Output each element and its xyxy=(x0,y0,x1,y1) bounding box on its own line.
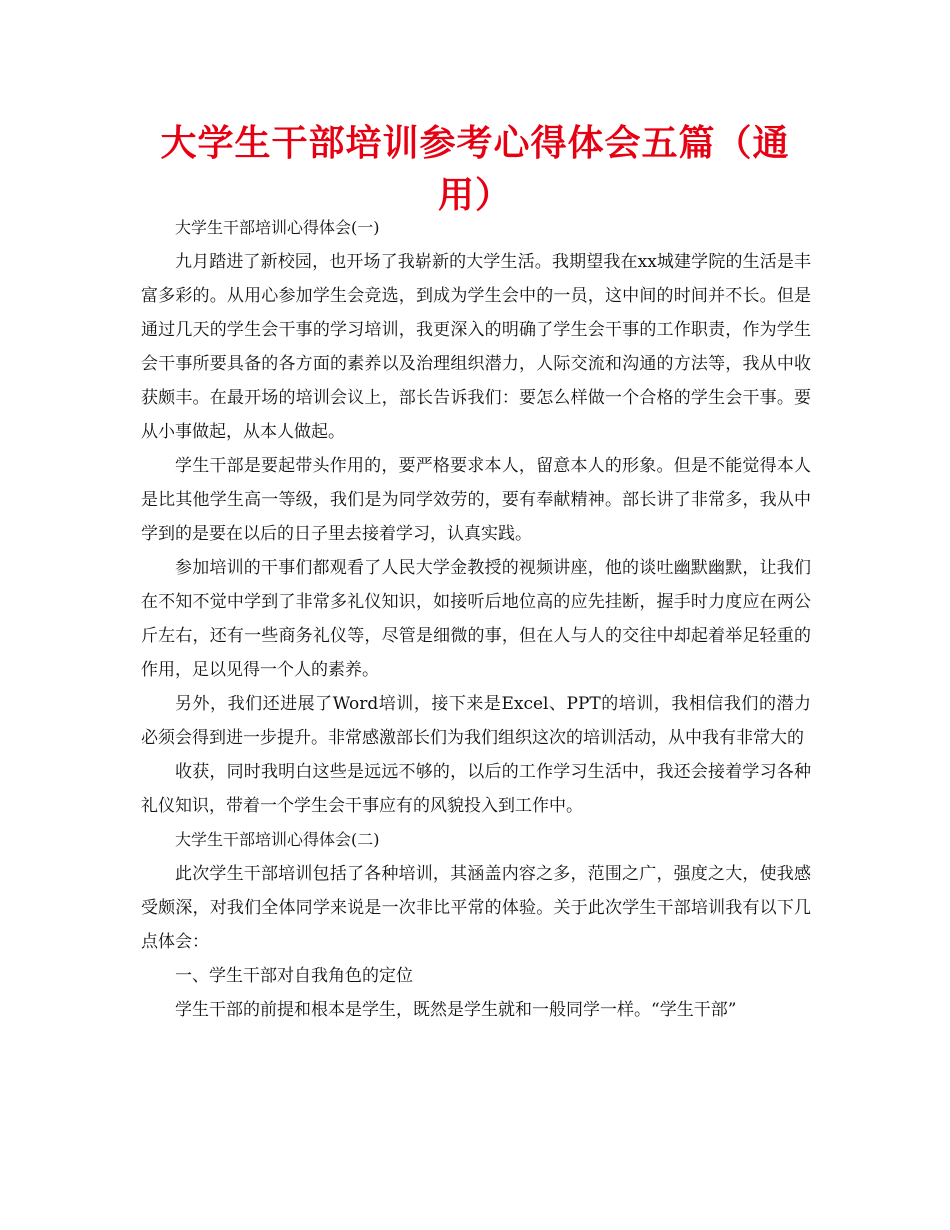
paragraph: 参加培训的干事们都观看了人民大学金教授的视频讲座，他的谈吐幽默幽默，让我们在不知不觉中学到了非常多礼仪知识，如接听后地位高的应先挂断，握手时力度应在两公斤左右，还有一些商务礼仪等，尽管是细微的事，但在人与人的交往中却起着举足轻重的作用，足以见得一个人的素养。 xyxy=(141,558,811,680)
paragraph: 另外，我们还进展了Word培训，接下来是Excel、PPT的培训，我相信我们的潜力必须会得到进一步提升。非常感激部长们为我们组织这次的培训活动，从中我有非常大的 xyxy=(141,694,811,748)
section-heading-2: 大学生干部培训心得体会(二) xyxy=(175,830,380,849)
paragraph: 学生干部是要起带头作用的，要严格要求本人，留意本人的形象。但是不能觉得本人是比其他学生高一等级，我们是为同学效劳的，要有奉献精神。部长讲了非常多，我从中学到的是要在以后的日子里去接着学习，认真实践。 xyxy=(141,456,811,544)
subheading: 一、学生干部对自我角色的定位 xyxy=(175,966,413,986)
document-body xyxy=(141,211,811,1027)
section-heading-1: 大学生干部培训心得体会(一) xyxy=(175,218,380,237)
paragraph: 收获，同时我明白这些是远远不够的，以后的工作学习生活中，我还会接着学习各种礼仪知识，带着一个学生会干事应有的风貌投入到工作中。 xyxy=(141,762,811,816)
paragraph: 学生干部的前提和根本是学生，既然是学生就和一般同学一样。“学生干部” xyxy=(175,1000,737,1020)
document-title: 大学生干部培训参考心得体会五篇（通用） xyxy=(160,123,790,216)
paragraph: 九月踏进了新校园，也开场了我崭新的大学生活。我期望我在xx城建学院的生活是丰富多彩的。从用心参加学生会竞选，到成为学生会中的一员，这中间的时间并不长。但是通过几天的学生会干事的学习培训，我更深入的明确了学生会干事的工作职责，作为学生会干事所要具备的各方面的素养以及治理组织潜力，人际交流和沟通的方法等，我从中收获颇丰。在最开场的培训会议上，部长告诉我们：要怎么样做一个合格的学生会干事。要从小事做起，从本人做起。 xyxy=(141,252,811,442)
paragraph: 此次学生干部培训包括了各种培训，其涵盖内容之多，范围之广，强度之大，使我感受颇深，对我们全体同学来说是一次非比平常的体验。关于此次学生干部培训我有以下几点体会： xyxy=(141,864,811,952)
